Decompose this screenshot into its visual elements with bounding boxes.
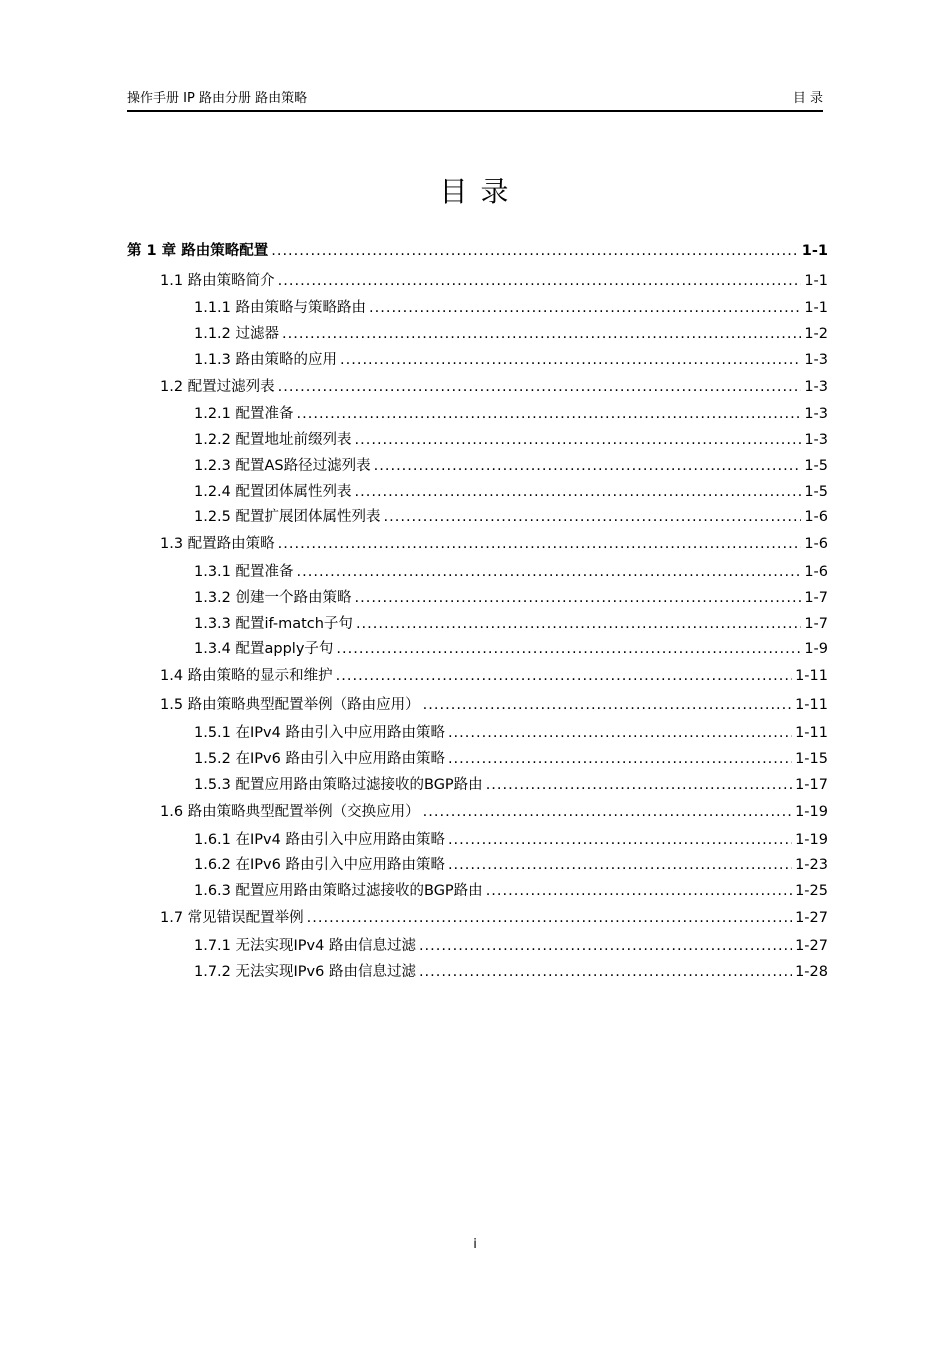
toc-entry[interactable] xyxy=(194,748,828,770)
toc-entry-page: 1-1 xyxy=(801,243,828,259)
toc-entry-title: 1.5.3 配置应用路由策略过滤接收的BGP路由 xyxy=(194,777,483,793)
toc-entry-title: 1.2.4 配置团体属性列表 xyxy=(194,484,352,500)
toc-entry-page: 1-5 xyxy=(804,458,828,474)
toc-entry[interactable] xyxy=(194,774,828,796)
toc-entry[interactable] xyxy=(194,297,828,319)
toc-leader-dots xyxy=(448,854,792,876)
toc-entry-page: 1-28 xyxy=(795,964,828,980)
toc-entry[interactable] xyxy=(194,829,828,851)
toc-leader-dots xyxy=(355,481,802,503)
toc-leader-dots xyxy=(278,533,802,555)
toc-entry[interactable] xyxy=(194,961,828,983)
toc-leader-dots xyxy=(355,429,802,451)
toc-entry-page: 1-27 xyxy=(795,910,828,926)
header-section-name: 目 录 xyxy=(792,91,823,106)
toc-leader-dots xyxy=(369,297,801,319)
toc-entry-page: 1-7 xyxy=(804,616,828,632)
toc-entry[interactable] xyxy=(160,270,828,292)
toc-leader-dots xyxy=(448,748,792,770)
toc-entry-page: 1-27 xyxy=(795,938,828,954)
toc-leader-dots xyxy=(278,376,802,398)
toc-entry[interactable] xyxy=(194,587,828,609)
toc-entry-page: 1-2 xyxy=(804,326,828,342)
toc-entry-title: 1.2.1 配置准备 xyxy=(194,406,294,422)
toc-entry-page: 1-3 xyxy=(804,432,828,448)
toc-leader-dots xyxy=(282,323,801,345)
toc-entry-page: 1-7 xyxy=(804,590,828,606)
toc-leader-dots xyxy=(307,907,792,929)
toc-leader-dots xyxy=(448,722,792,744)
page-title: 目 录 xyxy=(439,175,511,208)
toc-entry-page: 1-1 xyxy=(804,273,828,289)
toc-entry-title: 1.3.3 配置if-match子句 xyxy=(194,616,353,632)
toc-entry-title: 第 1 章 路由策略配置 xyxy=(127,243,269,259)
toc-leader-dots xyxy=(448,829,792,851)
toc-entry-page: 1-6 xyxy=(804,564,828,580)
toc-entry-page: 1-19 xyxy=(795,832,828,848)
toc-entry-title: 1.1.2 过滤器 xyxy=(194,326,280,342)
toc-entry-title: 1.7.1 无法实现IPv4 路由信息过滤 xyxy=(194,938,416,954)
toc-entry[interactable] xyxy=(160,694,828,716)
toc-entry-title: 1.1 路由策略简介 xyxy=(160,273,275,289)
toc-leader-dots xyxy=(486,880,792,902)
toc-entry[interactable] xyxy=(194,638,828,660)
toc-entry-title: 1.2.3 配置AS路径过滤列表 xyxy=(194,458,371,474)
toc-leader-dots xyxy=(297,403,802,425)
toc-entry-page: 1-3 xyxy=(804,406,828,422)
toc-entry-page: 1-19 xyxy=(795,804,828,820)
toc-entry-page: 1-11 xyxy=(795,697,828,713)
toc-entry-page: 1-23 xyxy=(795,857,828,873)
toc-entry[interactable] xyxy=(194,561,828,583)
toc-entry[interactable] xyxy=(194,429,828,451)
toc-entry-title: 1.2.5 配置扩展团体属性列表 xyxy=(194,509,381,525)
toc-entry[interactable] xyxy=(160,801,828,823)
toc-leader-dots xyxy=(486,774,792,796)
toc-leader-dots xyxy=(423,801,792,823)
toc-entry-title: 1.3.4 配置apply子句 xyxy=(194,641,334,657)
toc-leader-dots xyxy=(423,694,792,716)
toc-entry[interactable] xyxy=(160,907,828,929)
toc-leader-dots xyxy=(336,665,792,687)
toc-entry[interactable] xyxy=(194,481,828,503)
toc-entry[interactable] xyxy=(194,506,828,528)
toc-entry-title: 1.6.2 在IPv6 路由引入中应用路由策略 xyxy=(194,857,445,873)
toc-entry[interactable] xyxy=(194,880,828,902)
toc-entry-page: 1-17 xyxy=(795,777,828,793)
toc-entry[interactable] xyxy=(194,854,828,876)
toc-entry[interactable] xyxy=(194,613,828,635)
toc-leader-dots xyxy=(356,613,801,635)
toc-leader-dots xyxy=(419,961,792,983)
toc-entry-title: 1.3 配置路由策略 xyxy=(160,536,275,552)
toc-leader-dots xyxy=(340,349,801,371)
toc-entry-title: 1.3.2 创建一个路由策略 xyxy=(194,590,352,606)
toc-entry-page: 1-3 xyxy=(804,352,828,368)
toc-entry-page: 1-25 xyxy=(795,883,828,899)
toc-entry-page: 1-1 xyxy=(804,300,828,316)
toc-entry-title: 1.7.2 无法实现IPv6 路由信息过滤 xyxy=(194,964,416,980)
toc-entry[interactable] xyxy=(160,665,828,687)
toc-entry[interactable] xyxy=(194,403,828,425)
toc-entry-title: 1.6 路由策略典型配置举例（交换应用） xyxy=(160,804,420,820)
toc-entry-title: 1.5 路由策略典型配置举例（路由应用） xyxy=(160,697,420,713)
toc-entry-page: 1-9 xyxy=(804,641,828,657)
page-header xyxy=(127,90,823,112)
toc-leader-dots xyxy=(355,587,802,609)
toc-leader-dots xyxy=(271,240,799,262)
header-document-title: 操作手册 IP 路由分册 路由策略 xyxy=(127,91,308,106)
toc-entry[interactable] xyxy=(160,376,828,398)
toc-leader-dots xyxy=(374,455,802,477)
toc-leader-dots xyxy=(336,638,801,660)
toc-entry[interactable] xyxy=(194,722,828,744)
toc-entry[interactable] xyxy=(127,240,828,262)
toc-entry-page: 1-6 xyxy=(804,536,828,552)
toc-leader-dots xyxy=(297,561,802,583)
toc-entry[interactable] xyxy=(194,323,828,345)
toc-entry-page: 1-11 xyxy=(795,725,828,741)
toc-leader-dots xyxy=(278,270,802,292)
toc-entry-title: 1.6.3 配置应用路由策略过滤接收的BGP路由 xyxy=(194,883,483,899)
toc-entry[interactable] xyxy=(194,935,828,957)
toc-entry-title: 1.1.3 路由策略的应用 xyxy=(194,352,338,368)
toc-entry-title: 1.7 常见错误配置举例 xyxy=(160,910,304,926)
toc-entry-page: 1-15 xyxy=(795,751,828,767)
toc-entry-title: 1.1.1 路由策略与策略路由 xyxy=(194,300,367,316)
toc-entry-title: 1.4 路由策略的显示和维护 xyxy=(160,668,333,684)
toc-entry-title: 1.2 配置过滤列表 xyxy=(160,379,275,395)
toc-entry[interactable] xyxy=(194,455,828,477)
toc-leader-dots xyxy=(419,935,792,957)
toc-entry[interactable] xyxy=(160,533,828,555)
toc-entry-page: 1-3 xyxy=(804,379,828,395)
toc-entry-page: 1-11 xyxy=(795,668,828,684)
toc-entry-page: 1-6 xyxy=(804,509,828,525)
toc-entry-title: 1.3.1 配置准备 xyxy=(194,564,294,580)
toc-leader-dots xyxy=(384,506,802,528)
footer-page-number: i xyxy=(473,1237,477,1252)
toc-entry[interactable] xyxy=(194,349,828,371)
toc-entry-title: 1.5.1 在IPv4 路由引入中应用路由策略 xyxy=(194,725,445,741)
toc-entry-title: 1.2.2 配置地址前缀列表 xyxy=(194,432,352,448)
toc-entry-title: 1.5.2 在IPv6 路由引入中应用路由策略 xyxy=(194,751,445,767)
toc-entry-title: 1.6.1 在IPv4 路由引入中应用路由策略 xyxy=(194,832,445,848)
toc-entry-page: 1-5 xyxy=(804,484,828,500)
